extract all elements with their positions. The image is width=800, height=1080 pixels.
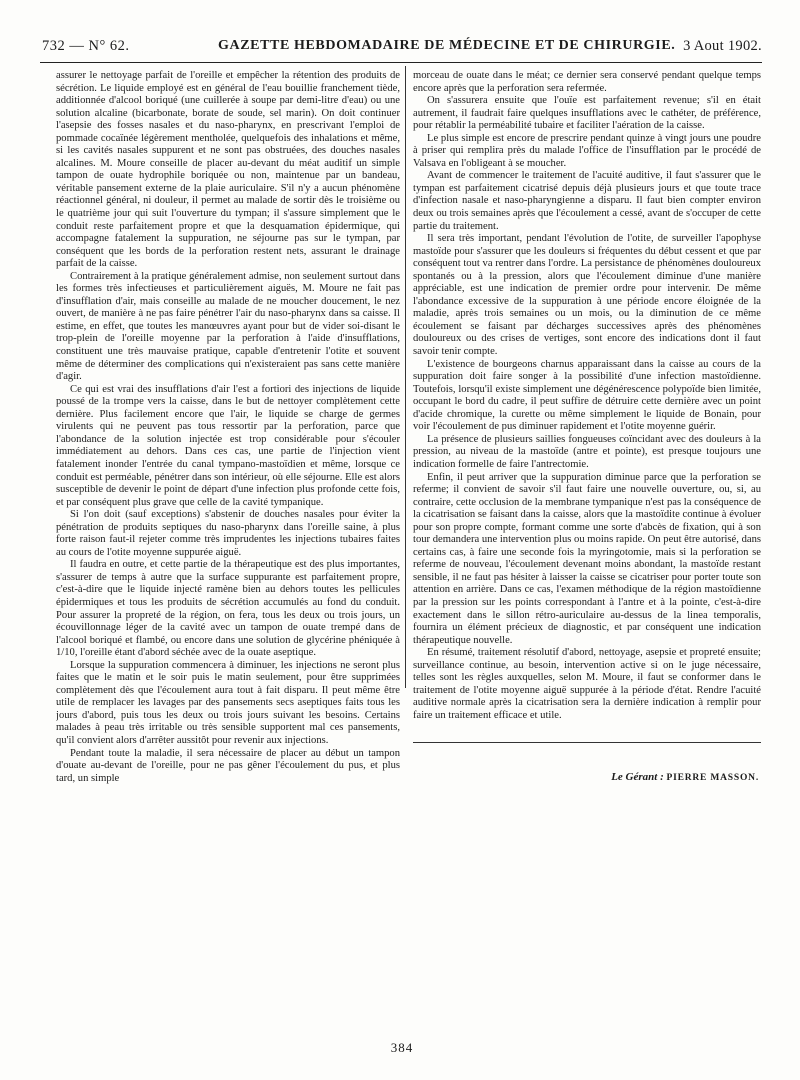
paragraph: Le plus simple est encore de prescrire pendant quinze à vingt jours une poudre à priser qui remplira près du malade l'office de l'insufflation par le procédé de Valsava en l'obligeant à se moucher. bbox=[413, 132, 761, 169]
paragraph: L'existence de bourgeons charnus apparaissant dans la caisse au cours de la suppuration doit faire songer à la possibilité d'une infection mastoïdienne. Toutefois, lorsqu'il existe simplement une dégénérescence polypoïde bien limitée, occupant le bord du cadre, il peut suffire de détruire cette dernière avec un point d'acide chromique, la curette ou même simplement le liquide de Bonain, pour voir l'écoulement de pus diminuer rapidement et l'otite moyenne guérir. bbox=[413, 358, 761, 433]
signature-label: Le Gérant : bbox=[611, 771, 664, 784]
issue-date: 3 Aout 1902. bbox=[683, 38, 762, 54]
running-header bbox=[40, 36, 762, 56]
left-column bbox=[56, 70, 400, 1005]
paragraph: Il sera très important, pendant l'évolution de l'otite, de surveiller l'apophyse mastoïde pour s'assurer que les douleurs si fréquentes du début cessent et que par conséquent tout va rentrer dans l'ordre. La persistance de phénomènes douloureux spontanés ou à la pression, alors que l'écoulement diminue d'une manière appréciable, est une indication de premier ordre pour intervenir. De même l'abondance excessive de la suppuration à une période encore éloignée de la maladie, après trois semaines ou un mois, ou la diminution de ce même écoulement se faisant par décharges successives après des phénomènes douloureux ou des crises de vertiges, sont encore des indications dont il faut savoir tenir compte. bbox=[413, 233, 761, 358]
page-number: 732 — N° 62. bbox=[42, 38, 130, 54]
signature-name: PIERRE MASSON. bbox=[666, 773, 759, 784]
paragraph: Il faudra en outre, et cette partie de la thérapeutique est des plus importantes, s'assurer de temps à autre que la surface suppurante est parfaitement propre, c'est-à-dire que le liquide injecté ramène bien au dehors toutes les pellicules épidermiques et tous les produits de sécrétion accumulés au fond du conduit. Pour assurer la propreté de la région, on fera, tous les deux ou trois jours, un écouvillonnage léger de la cavité avec un tampon de ouate trempé dans de l'alcool boriqué et flambé, ou encore dans une solution de glycérine phéniquée à 1/10, l'oreille étant d'abord séchée avec de la ouate aseptique. bbox=[56, 559, 400, 659]
paragraph: Ce qui est vrai des insufflations d'air l'est a fortiori des injections de liquide poussé de la trompe vers la caisse, dans le but de nettoyer complètement cette dernière. Plus facilement encore que l'air, le liquide se charge de germes virulents qui ne peuvent pas tous ressortir par la perforation, parce que l'abondance de la solution injectée est trop considérable pour s'écouler immédiatement au dehors. Dans ces cas, une partie de l'injection vient fatalement inonder l'entrée du canal tympano-mastoïdien et même, lorsque ce conduit est perméable, pénétrer dans son intérieur, où elle séjourne. Elle est alors susceptible de devenir le point de départ d'une infection plus profonde cette fois, et par conséquent plus grave que celle de la cavité tympanique. bbox=[56, 383, 400, 508]
signature bbox=[413, 771, 761, 785]
right-column bbox=[413, 70, 761, 1005]
paragraph: morceau de ouate dans le méat; ce dernier sera conservé pendant quelque temps encore après que la perforation sera refermée. bbox=[413, 70, 761, 94]
column-divider bbox=[405, 66, 406, 688]
folio-number: 384 bbox=[390, 1040, 414, 1055]
paragraph: La présence de plusieurs saillies fongueuses coïncidant avec des douleurs à la pression, au niveau de la mastoïde (antre et pointe), est presque toujours une indication formelle de faire l'antrectomie. bbox=[413, 433, 761, 470]
paragraph: Enfin, il peut arriver que la suppuration diminue parce que la perforation se referme; il convient de savoir s'il faut faire une nouvelle ouverture, ou, si, au contraire, cette occlusion de la membrane tympanique n'est pas la conséquence de la cicatrisation se faisant dans la caisse, alors que la mastoïdite continue à évoluer pour son propre compte, formant comme une sorte d'abcès de fixation, qui à son tour demandera une intervention plus ou moins rapide. On peut être autorisé, dans certains cas, à faire une seconde fois la myringotomie, mais si la perforation se referme de nouveau, l'écoulement devenant moins abondant, la mastoïde restant sensible, il ne faut pas hésiter à laisser la caisse se cicatriser pour porter toute son attention en arrière. Dans ce cas, l'examen méthodique de la région mastoïdienne par la pression sur les points correspondant à l'antre et à la pointe, c'est-à-dire exactement dans le sillon rétro-auriculaire au-dessus de la linea temporalis, fournira un élément précieux de diagnostic, et par conséquent une indication thérapeutique nouvelle. bbox=[413, 471, 761, 646]
paragraph: On s'assurera ensuite que l'ouïe est parfaitement revenue; s'il en était autrement, il faudrait faire quelques insufflations avec le cathéter, de préférence, pour rétablir la perméabilité tubaire et faciliter l'aération de la caisse. bbox=[413, 95, 761, 132]
paragraph: Avant de commencer le traitement de l'acuité auditive, il faut s'assurer que le tympan est parfaitement cicatrisé depuis déjà plusieurs jours et que toute trace d'infection nasale et naso-pharyngienne a disparu. Il faut bien compter environ deux ou trois semaines après que l'écoulement a cessé, avant de s'occuper de cette partie du traitement. bbox=[413, 170, 761, 232]
journal-title: GAZETTE HEBDOMADAIRE DE MÉDECINE ET DE CHIRURGIE. bbox=[218, 38, 676, 53]
paragraph: Si l'on doit (sauf exceptions) s'abstenir de douches nasales pour éviter la pénétration de produits septiques du naso-pharynx dans l'oreille saine, à plus forte raison faut-il rejeter comme très imprudentes les injections tubaires faites au cours de l'otite moyenne suppurée aiguë. bbox=[56, 509, 400, 558]
paragraph: Contrairement à la pratique généralement admise, non seulement surtout dans les formes très infectieuses et particulièrement aiguës, M. Moure ne fait pas d'insufflation d'air, mais conseille au malade de ne moucher doucement, le nez ouvert, de manière à ne pas faire pénétrer l'air du naso-pharynx dans sa caisse. Il estime, en effet, que toutes les manœuvres ayant pour but de vider soi-disant le trop-plein de l'oreille moyenne par la perforation à l'aide d'insufflations, constituent une très mauvaise pratique, capable d'entretenir l'otite et souvent même de déterminer des complications qui n'existeraient pas sans cette manière d'agir. bbox=[56, 270, 400, 383]
paragraph: En résumé, traitement résolutif d'abord, nettoyage, asepsie et propreté ensuite; surveillance continue, au besoin, intervention active si on le juge nécessaire, telles sont les règles auxquelles, selon M. Moure, il faut se conformer dans le traitement de l'otite moyenne aiguë suppurée à la période d'état. Rendre l'acuité auditive normale après la cicatrisation sera la dernière indication à remplir pour faire un traitement efficace et utile. bbox=[413, 647, 761, 721]
paragraph: assurer le nettoyage parfait de l'oreille et empêcher la rétention des produits de sécrétion. Le liquide employé est en général de l'eau bouillie franchement tiède, additionnée d'alcool boriqué (une cuillerée à soupe par demi-litre d'eau) ou une solution alcaline (bicarbonate, borate de soude, sel marin). On doit continuer l'asepsie des fosses nasales et du naso-pharynx, en prescrivant l'emploi de pommade cocaïnée légèrement mentholée, quelquefois des inhalations et même, si les cavités nasales suppurent et ne sont pas obstruées, des douches nasales alcalines. M. Moure conseille de placer au-devant du méat auditif un simple tampon de ouate hydrophile boriquée ou non, maintenue par un bandeau, véritable pansement externe de la plaie auriculaire. S'il n'y a aucun phénomène réactionnel général, ni douleur, il permet au malade de sortir dès le troisième ou le quatrième jour qui suit l'ouverture du tympan; il s'assure simplement que le conduit reste parfaitement propre et que la desquamation épidermique, qui accompagne fatalement la suppuration, ne séjourne pas sur le tympan, par conséquent que les bords de la perforation restent nets, assurant le drainage parfait de la caisse. bbox=[56, 70, 400, 270]
header-rule bbox=[40, 62, 762, 63]
paragraph: Pendant toute la maladie, il sera nécessaire de placer au début un tampon d'ouate au-devant de l'oreille, pour ne pas gêner l'écoulement du pus, et plus tard, un simple bbox=[56, 747, 400, 784]
end-rule bbox=[413, 742, 761, 743]
paragraph: Lorsque la suppuration commencera à diminuer, les injections ne seront plus faites que le matin et le soir puis le matin seulement, pour être supprimées complètement dès que l'écoulement aura tout à fait disparu. Il peut même être utile de remplacer les lavages par des pansements secs aseptiques faits tous les jours d'abord, puis tous les deux ou trois jours suivant les besoins. Certains malades à peau très irritable ou très sensible supportent mal ces pansements, qu'il convient alors d'arrêter aussitôt pour revenir aux injections. bbox=[56, 659, 400, 746]
